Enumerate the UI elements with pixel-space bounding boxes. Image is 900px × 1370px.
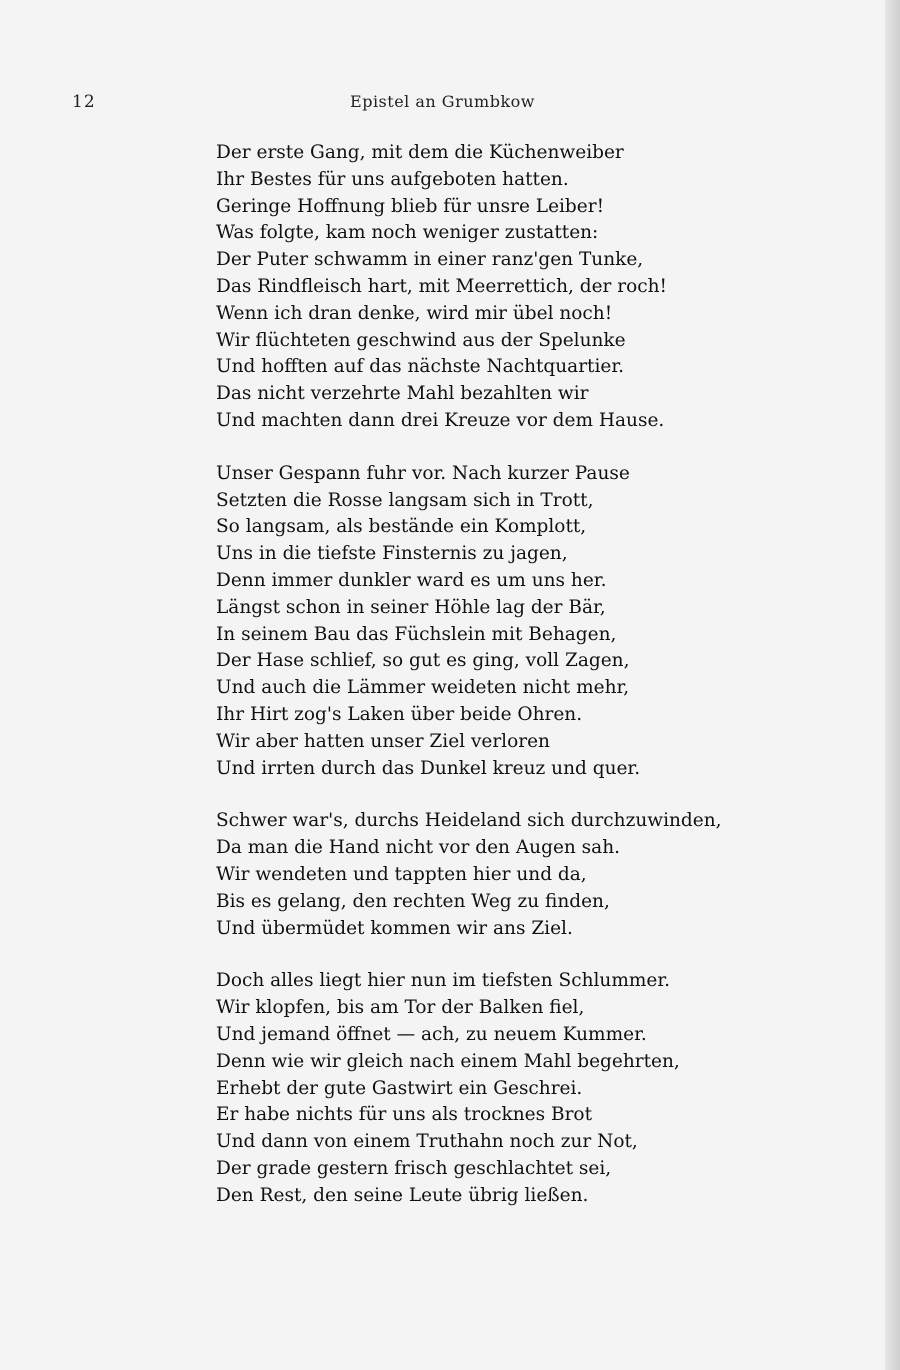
poem-line: Geringe Hoffnung blieb für unsre Leiber! — [216, 195, 605, 217]
stanza — [216, 140, 676, 435]
page-number: 12 — [72, 92, 96, 112]
stanza — [216, 968, 680, 1209]
stanza — [216, 808, 722, 942]
poem-line: Wir klopfen, bis am Tor der Balken fiel, — [216, 997, 585, 1019]
poem-line: Doch alles liegt hier nun im tiefsten Schlummer. — [216, 970, 671, 992]
poem-line: Was folgte, kam noch weniger zustatten: — [216, 222, 599, 244]
poem-line: Und übermüdet kommen wir ans Ziel. — [216, 917, 573, 939]
poem-line: Da man die Hand nicht vor den Augen sah. — [216, 837, 621, 859]
poem-line: Denn immer dunkler ward es um uns her. — [216, 569, 607, 591]
poem-line: In seinem Bau das Füchslein mit Behagen, — [216, 623, 617, 645]
poem-line: Und irrten durch das Dunkel kreuz und quer. — [216, 757, 641, 779]
poem-line: So langsam, als bestände ein Komplott, — [216, 516, 587, 538]
poem-line: Ihr Hirt zog's Laken über beide Ohren. — [216, 703, 583, 725]
poem-line: Ihr Bestes für uns aufgeboten hatten. — [216, 168, 569, 190]
poem-line: Der grade gestern frisch geschlachtet sei, — [216, 1157, 612, 1179]
poem-line: Unser Gespann fuhr vor. Nach kurzer Pause — [216, 462, 630, 484]
poem-line: Längst schon in seiner Höhle lag der Bär, — [216, 596, 606, 618]
poem-line: Wir wendeten und tappten hier und da, — [216, 863, 587, 885]
running-head: Epistel an Grumbkow — [350, 92, 535, 111]
poem-line: Uns in die tiefste Finsternis zu jagen, — [216, 543, 568, 565]
poem-body — [216, 140, 722, 1235]
poem-line: Wir aber hatten unser Ziel verloren — [216, 730, 550, 752]
poem-line: Und dann von einem Truthahn noch zur Not, — [216, 1131, 638, 1153]
poem-line: Wir flüchteten geschwind aus der Spelunke — [216, 329, 626, 351]
poem-line: Der erste Gang, mit dem die Küchenweiber — [216, 142, 624, 163]
poem-line: Schwer war's, durchs Heideland sich durchzuwinden, — [216, 810, 722, 832]
poem-line: Und auch die Lämmer weideten nicht mehr, — [216, 677, 630, 699]
poem-line: Und machten dann drei Kreuze vor dem Hause. — [216, 409, 665, 431]
poem-line: Bis es gelang, den rechten Weg zu finden, — [216, 890, 610, 912]
poem-line: Der Puter schwamm in einer ranz'gen Tunke, — [216, 249, 644, 271]
page-edge — [885, 0, 900, 1370]
poem-line: Erhebt der gute Gastwirt ein Geschrei. — [216, 1077, 583, 1099]
poem-line: Das nicht verzehrte Mahl bezahlten wir — [216, 383, 589, 405]
stanza — [216, 461, 676, 783]
poem-line: Denn wie wir gleich nach einem Mahl begehrten, — [216, 1050, 680, 1072]
poem-line: Den Rest, den seine Leute übrig ließen. — [216, 1184, 589, 1206]
poem-line: Und hofften auf das nächste Nachtquartier. — [216, 356, 625, 378]
poem-line: Und jemand öffnet — ach, zu neuem Kummer. — [216, 1023, 647, 1045]
poem-line: Der Hase schlief, so gut es ging, voll Zagen, — [216, 650, 630, 672]
poem-line: Das Rindfleisch hart, mit Meerrettich, der roch! — [216, 275, 667, 297]
poem-line: Wenn ich dran denke, wird mir übel noch! — [216, 302, 613, 324]
poem-line: Er habe nichts für uns als trocknes Brot — [216, 1104, 593, 1126]
poem-line: Setzten die Rosse langsam sich in Trott, — [216, 489, 594, 511]
